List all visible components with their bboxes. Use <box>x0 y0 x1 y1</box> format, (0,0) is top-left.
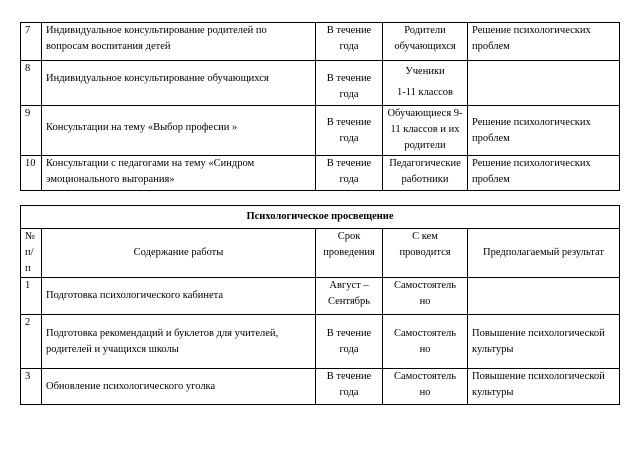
row-number: 7 <box>21 23 42 61</box>
row-number: 2 <box>21 315 42 369</box>
section-title: Психологическое просвещение <box>21 206 620 229</box>
expected-result <box>468 61 620 106</box>
work-term: В течение года <box>316 61 383 106</box>
work-term: В течение года <box>316 369 383 405</box>
work-term: В течение года <box>316 315 383 369</box>
row-number: 1 <box>21 278 42 315</box>
work-term: В течение года <box>316 23 383 61</box>
row-number: 10 <box>21 156 42 191</box>
table-row <box>21 23 620 61</box>
expected-result: Повышение психологической культуры <box>468 369 620 405</box>
expected-result: Решение психологических проблем <box>468 156 620 191</box>
work-term: В течение года <box>316 156 383 191</box>
table-row <box>21 315 620 369</box>
work-participants: Обучающиеся 9- 11 классов и их родители <box>383 106 468 156</box>
work-content: Обновление психологического уголка <box>42 369 316 405</box>
header-num: № п/п <box>21 229 42 278</box>
section-title-row <box>21 206 620 229</box>
work-content: Индивидуальное консультирование обучающихся <box>42 61 316 106</box>
work-content: Консультации с педагогами на тему «Синдром эмоционального выгорания» <box>42 156 316 191</box>
work-participants: Педагогические работники <box>383 156 468 191</box>
table-header-row <box>21 229 620 278</box>
header-result: Предполагаемый результат <box>468 229 620 278</box>
table-row <box>21 156 620 191</box>
work-participants: Родители обучающихся <box>383 23 468 61</box>
work-content: Подготовка рекомендаций и буклетов для учителей, родителей и учащихся школы <box>42 315 316 369</box>
row-number: 9 <box>21 106 42 156</box>
work-term: Август – Сентябрь <box>316 278 383 315</box>
work-content: Индивидуальное консультирование родителей по вопросам воспитания детей <box>42 23 316 61</box>
table-row <box>21 61 620 106</box>
expected-result: Повышение психологической культуры <box>468 315 620 369</box>
expected-result: Решение психологических проблем <box>468 23 620 61</box>
header-content: Содержание работы <box>42 229 316 278</box>
work-participants: Ученики 1-11 классов <box>383 61 468 106</box>
work-content: Подготовка психологического кабинета <box>42 278 316 315</box>
work-participants: Самостоятель но <box>383 315 468 369</box>
row-number: 8 <box>21 61 42 106</box>
work-participants: Самостоятель но <box>383 278 468 315</box>
activity-table-education <box>20 205 620 405</box>
header-participants: С кем проводится <box>383 229 468 278</box>
table-row <box>21 369 620 405</box>
row-number: 3 <box>21 369 42 405</box>
header-term: Срок проведения <box>316 229 383 278</box>
work-term: В течение года <box>316 106 383 156</box>
activity-table-consulting <box>20 22 620 191</box>
table-row <box>21 278 620 315</box>
table-row <box>21 106 620 156</box>
work-content: Консультации на тему «Выбор професии » <box>42 106 316 156</box>
expected-result: Решение психологических проблем <box>468 106 620 156</box>
expected-result <box>468 278 620 315</box>
work-participants: Самостоятель но <box>383 369 468 405</box>
